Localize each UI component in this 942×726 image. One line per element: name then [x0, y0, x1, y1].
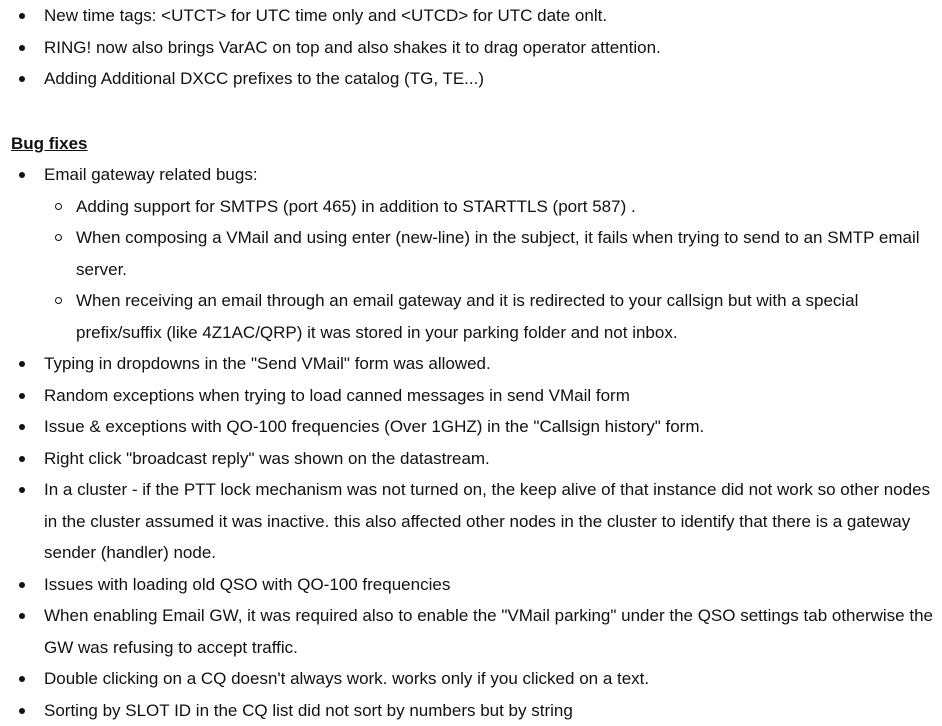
list-item: Adding Additional DXCC prefixes to the catalog (TG, TE...)	[0, 63, 942, 95]
section-spacer	[0, 95, 942, 128]
list-item: RING! now also brings VarAC on top and also shakes it to drag operator attention.	[0, 32, 942, 64]
bug-fixes-list	[0, 159, 942, 726]
list-item-label: Email gateway related bugs:	[44, 165, 258, 184]
sub-list-item: When composing a VMail and using enter (new-line) in the subject, it fails when trying to send to an SMTP email server.	[44, 222, 942, 285]
list-item: Issues with loading old QSO with QO-100 frequencies	[0, 569, 942, 601]
list-item: Right click "broadcast reply" was shown on the datastream.	[0, 443, 942, 475]
feature-list	[0, 0, 942, 95]
list-item: Sorting by SLOT ID in the CQ list did not sort by numbers but by string	[0, 695, 942, 726]
list-item: Issue & exceptions with QO-100 frequencies (Over 1GHZ) in the "Callsign history" form.	[0, 411, 942, 443]
list-item: Double clicking on a CQ doesn't always work. works only if you clicked on a text.	[0, 663, 942, 695]
email-gateway-sublist	[44, 191, 942, 349]
bug-fixes-heading: Bug fixes	[11, 133, 88, 153]
list-item: Typing in dropdowns in the "Send VMail" form was allowed.	[0, 348, 942, 380]
list-item: Random exceptions when trying to load canned messages in send VMail form	[0, 380, 942, 412]
list-item: New time tags: <UTCT> for UTC time only and <UTCD> for UTC date onlt.	[0, 0, 942, 32]
list-item: In a cluster - if the PTT lock mechanism was not turned on, the keep alive of that instance did not work so other nodes in the cluster assumed it was inactive. this also affected other nodes in the cluster to identify that there is a gateway sender (handler) node.	[0, 474, 942, 569]
list-item: When enabling Email GW, it was required also to enable the "VMail parking" under the QSO settings tab otherwise the GW was refusing to accept traffic.	[0, 600, 942, 663]
sub-list-item: When receiving an email through an email gateway and it is redirected to your callsign but with a special prefix/suffix (like 4Z1AC/QRP) it was stored in your parking folder and not inbox.	[44, 285, 942, 348]
list-item-email-gateway	[0, 159, 942, 348]
sub-list-item: Adding support for SMTPS (port 465) in addition to STARTTLS (port 587) .	[44, 191, 942, 223]
